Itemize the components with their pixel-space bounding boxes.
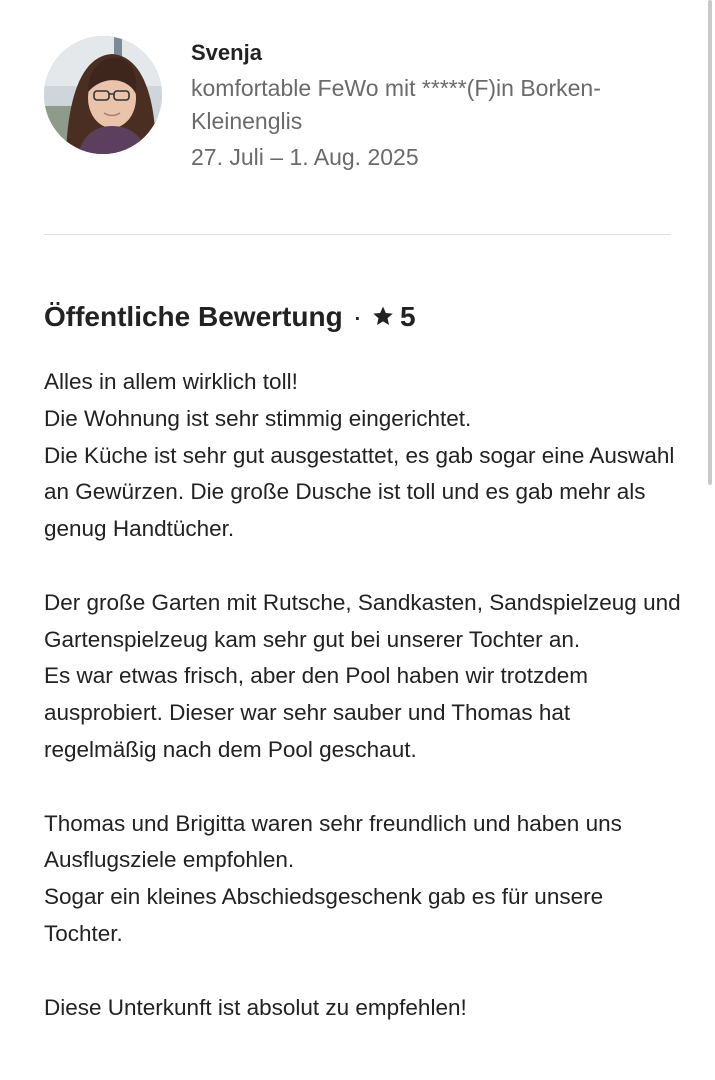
review-line: Alles in allem wirklich toll! (44, 369, 298, 394)
scrollbar[interactable] (708, 0, 712, 485)
review-line: Die Küche ist sehr gut ausgestattet, es gab sogar eine Auswahl an Gewürzen. Die große Dusche ist toll und es gab mehr als genug Handtücher. (44, 442, 675, 542)
review-line: Sogar ein kleines Abschiedsgeschenk gab es für unsere Tochter. (44, 884, 604, 946)
rating-value: 5 (400, 301, 416, 332)
heading-separator: · (352, 301, 363, 332)
review-body (44, 364, 684, 1026)
review-line: Der große Garten mit Rutsche, Sandkasten, Sandspielzeug und Gartenspielzeug kam sehr gut bei unserer Tochter an. (44, 589, 681, 652)
review-line: Thomas und Brigitta waren sehr freundlich und haben uns Ausflugsziele empfohlen. (44, 810, 622, 873)
review-header (191, 38, 681, 174)
stay-dates: 27. Juli – 1. Aug. 2025 (191, 144, 419, 170)
paragraph-gap (44, 548, 684, 585)
paragraph-gap (44, 769, 684, 806)
review-heading (44, 296, 416, 339)
guest-name[interactable]: Svenja (191, 40, 262, 65)
review-line: Es war etwas frisch, aber den Pool haben wir trotzdem ausprobiert. Dieser war sehr sauber und Thomas hat regelmäßig nach dem Pool geschaut. (44, 663, 588, 762)
paragraph-gap (44, 953, 684, 990)
review-line: Diese Unterkunft ist absolut zu empfehlen! (44, 994, 467, 1020)
review-heading-title: Öffentliche Bewertung (44, 301, 343, 332)
review-line: Die Wohnung ist sehr stimmig eingerichtet. (44, 405, 472, 431)
listing-title[interactable]: komfortable FeWo mit *****(F)in Borken-Kleinenglis (191, 75, 601, 134)
divider (44, 234, 671, 235)
star-icon (372, 297, 394, 339)
avatar-photo (44, 36, 162, 154)
avatar[interactable] (44, 36, 162, 154)
